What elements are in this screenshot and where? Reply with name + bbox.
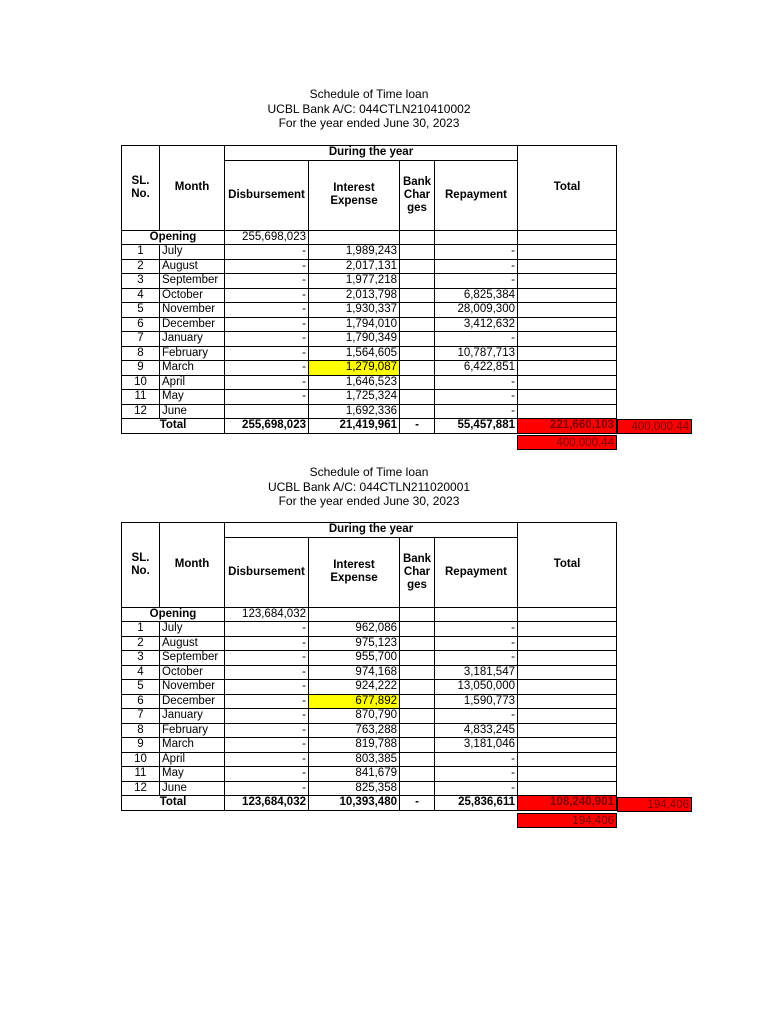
table-row xyxy=(122,622,617,637)
cell-month: March xyxy=(160,361,225,376)
cell-disbursement: - xyxy=(225,361,309,376)
loan-schedule-table-2 xyxy=(121,522,617,811)
totals-interest: 21,419,961 xyxy=(309,419,400,434)
cell-bank-charges xyxy=(400,245,435,260)
cell-total xyxy=(518,245,617,260)
cell-disbursement: - xyxy=(225,665,309,680)
cell-interest: 974,168 xyxy=(309,665,400,680)
cell-bank-charges xyxy=(400,752,435,767)
totals-disbursement: 255,698,023 xyxy=(225,419,309,434)
period: For the year ended June 30, 2023 xyxy=(278,494,460,508)
cell-month: January xyxy=(160,332,225,347)
table-row xyxy=(122,303,617,318)
cell-interest: 825,358 xyxy=(309,781,400,796)
cell-interest: 924,222 xyxy=(309,680,400,695)
cell-sl: 7 xyxy=(122,332,160,347)
totals-label: Total xyxy=(122,419,225,434)
cell-total xyxy=(518,738,617,753)
cell-total xyxy=(518,346,617,361)
table-row xyxy=(122,752,617,767)
totals-label: Total xyxy=(122,796,225,811)
cell-total xyxy=(518,709,617,724)
cell-total xyxy=(518,404,617,419)
cell-disbursement: - xyxy=(225,723,309,738)
below-value-box: 194,406 xyxy=(517,813,617,828)
opening-row xyxy=(122,230,617,245)
account-number: UCBL Bank A/C: 044CTLN211020001 xyxy=(267,479,471,494)
cell-interest: 1,930,337 xyxy=(309,303,400,318)
cell-month: October xyxy=(160,665,225,680)
cell-total xyxy=(518,390,617,405)
cell-total xyxy=(518,274,617,289)
cell-total xyxy=(518,317,617,332)
cell-interest: 955,700 xyxy=(309,651,400,666)
cell-month: December xyxy=(160,694,225,709)
header-interest: Interest Expense xyxy=(309,537,400,607)
header-interest: Interest Expense xyxy=(309,160,400,230)
cell-bank-charges xyxy=(400,680,435,695)
cell-disbursement: - xyxy=(225,303,309,318)
cell-sl: 11 xyxy=(122,767,160,782)
cell-disbursement: - xyxy=(225,767,309,782)
cell-bank-charges xyxy=(400,259,435,274)
cell-bank-charges xyxy=(400,709,435,724)
cell-bank-charges xyxy=(400,723,435,738)
cell-month: April xyxy=(160,375,225,390)
cell-repayment: - xyxy=(435,404,518,419)
cell-repayment: - xyxy=(435,390,518,405)
cell-total xyxy=(518,781,617,796)
cell-sl: 10 xyxy=(122,375,160,390)
table-row xyxy=(122,259,617,274)
table-row xyxy=(122,288,617,303)
cell-bank-charges xyxy=(400,738,435,753)
cell-interest: 1,279,087 xyxy=(309,361,400,376)
cell-disbursement: - xyxy=(225,390,309,405)
cell-month: June xyxy=(160,404,225,419)
cell-disbursement: - xyxy=(225,288,309,303)
cell-bank-charges xyxy=(400,332,435,347)
account-number: UCBL Bank A/C: 044CTLN210410002 xyxy=(267,101,471,116)
table-row xyxy=(122,767,617,782)
cell-sl: 3 xyxy=(122,274,160,289)
cell-repayment: - xyxy=(435,767,518,782)
cell-repayment: 13,050,000 xyxy=(435,680,518,695)
cell-repayment: - xyxy=(435,709,518,724)
cell-sl: 5 xyxy=(122,303,160,318)
cell-interest: 870,790 xyxy=(309,709,400,724)
cell-repayment: - xyxy=(435,375,518,390)
cell-bank-charges xyxy=(400,361,435,376)
cell-interest: 1,794,010 xyxy=(309,317,400,332)
cell-interest: 763,288 xyxy=(309,723,400,738)
cell-bank-charges xyxy=(400,781,435,796)
cell-interest: 2,017,131 xyxy=(309,259,400,274)
cell-month: March xyxy=(160,738,225,753)
cell-disbursement: - xyxy=(225,709,309,724)
cell-month: December xyxy=(160,317,225,332)
header-bank-charges: Bank Char ges xyxy=(400,160,435,230)
cell-repayment: - xyxy=(435,622,518,637)
cell-disbursement: - xyxy=(225,346,309,361)
cell-disbursement: - xyxy=(225,781,309,796)
cell-interest: 819,788 xyxy=(309,738,400,753)
side-value-box: 194,406 xyxy=(617,797,692,812)
cell-bank-charges xyxy=(400,651,435,666)
cell-month: July xyxy=(160,622,225,637)
loan-schedule-table-1 xyxy=(121,145,617,434)
cell-sl: 1 xyxy=(122,245,160,260)
totals-row xyxy=(122,796,617,811)
totals-repayment: 25,836,611 xyxy=(435,796,518,811)
table-row xyxy=(122,723,617,738)
cell-interest: 803,385 xyxy=(309,752,400,767)
cell-sl: 6 xyxy=(122,317,160,332)
cell-interest: 1,725,324 xyxy=(309,390,400,405)
cell-sl: 1 xyxy=(122,622,160,637)
cell-repayment: 1,590,773 xyxy=(435,694,518,709)
cell-total xyxy=(518,375,617,390)
header-bank-charges: Bank Char ges xyxy=(400,537,435,607)
opening-label: Opening xyxy=(122,230,225,245)
cell-total xyxy=(518,665,617,680)
cell-total xyxy=(518,622,617,637)
table-row xyxy=(122,404,617,419)
table-row xyxy=(122,274,617,289)
table-row xyxy=(122,665,617,680)
cell-repayment: 3,412,632 xyxy=(435,317,518,332)
cell-sl: 5 xyxy=(122,680,160,695)
cell-disbursement: - xyxy=(225,680,309,695)
cell-interest: 1,989,243 xyxy=(309,245,400,260)
cell-interest: 975,123 xyxy=(309,636,400,651)
cell-total xyxy=(518,694,617,709)
cell-repayment: - xyxy=(435,636,518,651)
cell-interest: 1,692,336 xyxy=(309,404,400,419)
table-row xyxy=(122,361,617,376)
cell-sl: 11 xyxy=(122,390,160,405)
cell-sl: 2 xyxy=(122,636,160,651)
table-row xyxy=(122,245,617,260)
table-row xyxy=(122,346,617,361)
cell-bank-charges xyxy=(400,665,435,680)
cell-repayment: - xyxy=(435,752,518,767)
cell-disbursement: - xyxy=(225,752,309,767)
cell-disbursement: - xyxy=(225,274,309,289)
totals-bank-charges: - xyxy=(400,796,435,811)
cell-disbursement: - xyxy=(225,738,309,753)
cell-sl: 12 xyxy=(122,404,160,419)
cell-month: June xyxy=(160,781,225,796)
cell-month: August xyxy=(160,259,225,274)
cell-bank-charges xyxy=(400,404,435,419)
cell-bank-charges xyxy=(400,317,435,332)
table-row xyxy=(122,709,617,724)
cell-disbursement: - xyxy=(225,259,309,274)
cell-total xyxy=(518,723,617,738)
below-value-box: 400,000.44 xyxy=(517,435,617,450)
cell-repayment: 10,787,713 xyxy=(435,346,518,361)
totals-interest: 10,393,480 xyxy=(309,796,400,811)
header-during-year: During the year xyxy=(225,523,518,538)
cell-total xyxy=(518,680,617,695)
header-disbursement: Disbursement xyxy=(225,537,309,607)
cell-sl: 2 xyxy=(122,259,160,274)
cell-month: September xyxy=(160,651,225,666)
header-month: Month xyxy=(160,146,225,231)
schedule-title: Schedule of Time loan xyxy=(309,465,429,479)
cell-disbursement xyxy=(225,404,309,419)
cell-repayment: 6,422,851 xyxy=(435,361,518,376)
table-row xyxy=(122,317,617,332)
header-repayment: Repayment xyxy=(435,537,518,607)
cell-sl: 9 xyxy=(122,738,160,753)
cell-sl: 6 xyxy=(122,694,160,709)
cell-repayment: 4,833,245 xyxy=(435,723,518,738)
cell-repayment: 3,181,547 xyxy=(435,665,518,680)
table-row xyxy=(122,738,617,753)
cell-month: February xyxy=(160,723,225,738)
cell-disbursement: - xyxy=(225,651,309,666)
cell-repayment: 28,009,300 xyxy=(435,303,518,318)
totals-disbursement: 123,684,032 xyxy=(225,796,309,811)
header-repayment: Repayment xyxy=(435,160,518,230)
side-value-box: 400,000.44 xyxy=(617,419,692,434)
table-row xyxy=(122,694,617,709)
header-sl: SL. No. xyxy=(122,523,160,608)
cell-sl: 4 xyxy=(122,288,160,303)
cell-bank-charges xyxy=(400,694,435,709)
cell-repayment: - xyxy=(435,259,518,274)
opening-value: 123,684,032 xyxy=(225,607,309,622)
totals-bank-charges: - xyxy=(400,419,435,434)
opening-row xyxy=(122,607,617,622)
cell-bank-charges xyxy=(400,303,435,318)
cell-bank-charges xyxy=(400,767,435,782)
schedule-1-titles xyxy=(0,87,738,131)
cell-interest: 841,679 xyxy=(309,767,400,782)
cell-month: May xyxy=(160,390,225,405)
cell-disbursement: - xyxy=(225,245,309,260)
cell-interest: 1,646,523 xyxy=(309,375,400,390)
cell-total xyxy=(518,651,617,666)
cell-total xyxy=(518,259,617,274)
cell-sl: 8 xyxy=(122,346,160,361)
opening-label: Opening xyxy=(122,607,225,622)
cell-repayment: - xyxy=(435,245,518,260)
cell-month: October xyxy=(160,288,225,303)
cell-interest: 1,977,218 xyxy=(309,274,400,289)
totals-row xyxy=(122,419,617,434)
cell-month: January xyxy=(160,709,225,724)
header-sl: SL. No. xyxy=(122,146,160,231)
cell-sl: 12 xyxy=(122,781,160,796)
table-row xyxy=(122,332,617,347)
cell-repayment: 3,181,046 xyxy=(435,738,518,753)
header-disbursement: Disbursement xyxy=(225,160,309,230)
cell-month: November xyxy=(160,680,225,695)
table-row xyxy=(122,781,617,796)
cell-month: February xyxy=(160,346,225,361)
cell-interest: 2,013,798 xyxy=(309,288,400,303)
table-row xyxy=(122,636,617,651)
header-month: Month xyxy=(160,523,225,608)
totals-total: 221,660,103 xyxy=(518,419,617,434)
cell-total xyxy=(518,361,617,376)
cell-interest: 962,086 xyxy=(309,622,400,637)
cell-sl: 7 xyxy=(122,709,160,724)
cell-month: November xyxy=(160,303,225,318)
cell-bank-charges xyxy=(400,375,435,390)
cell-interest: 1,564,605 xyxy=(309,346,400,361)
cell-month: July xyxy=(160,245,225,260)
cell-repayment: - xyxy=(435,332,518,347)
table-row xyxy=(122,680,617,695)
cell-disbursement: - xyxy=(225,375,309,390)
cell-bank-charges xyxy=(400,346,435,361)
table-row xyxy=(122,651,617,666)
cell-total xyxy=(518,288,617,303)
totals-repayment: 55,457,881 xyxy=(435,419,518,434)
cell-repayment: - xyxy=(435,274,518,289)
cell-disbursement: - xyxy=(225,317,309,332)
cell-disbursement: - xyxy=(225,694,309,709)
cell-sl: 9 xyxy=(122,361,160,376)
cell-sl: 3 xyxy=(122,651,160,666)
cell-bank-charges xyxy=(400,636,435,651)
cell-total xyxy=(518,303,617,318)
cell-total xyxy=(518,332,617,347)
opening-value: 255,698,023 xyxy=(225,230,309,245)
cell-bank-charges xyxy=(400,288,435,303)
cell-disbursement: - xyxy=(225,622,309,637)
cell-interest: 677,892 xyxy=(309,694,400,709)
table-row xyxy=(122,390,617,405)
table-row xyxy=(122,375,617,390)
cell-total xyxy=(518,752,617,767)
cell-sl: 10 xyxy=(122,752,160,767)
cell-total xyxy=(518,767,617,782)
cell-repayment: 6,825,384 xyxy=(435,288,518,303)
cell-disbursement: - xyxy=(225,636,309,651)
totals-total: 108,240,901 xyxy=(518,796,617,811)
cell-month: May xyxy=(160,767,225,782)
cell-month: April xyxy=(160,752,225,767)
cell-repayment: - xyxy=(435,781,518,796)
cell-bank-charges xyxy=(400,274,435,289)
cell-sl: 8 xyxy=(122,723,160,738)
header-total: Total xyxy=(518,146,617,231)
header-during-year: During the year xyxy=(225,146,518,161)
cell-month: September xyxy=(160,274,225,289)
cell-repayment: - xyxy=(435,651,518,666)
cell-bank-charges xyxy=(400,622,435,637)
cell-sl: 4 xyxy=(122,665,160,680)
cell-bank-charges xyxy=(400,390,435,405)
cell-interest: 1,790,349 xyxy=(309,332,400,347)
header-total: Total xyxy=(518,523,617,608)
cell-total xyxy=(518,636,617,651)
cell-disbursement: - xyxy=(225,332,309,347)
period: For the year ended June 30, 2023 xyxy=(278,116,460,130)
cell-month: August xyxy=(160,636,225,651)
schedule-title: Schedule of Time loan xyxy=(309,87,429,101)
schedule-2-titles xyxy=(0,465,738,509)
